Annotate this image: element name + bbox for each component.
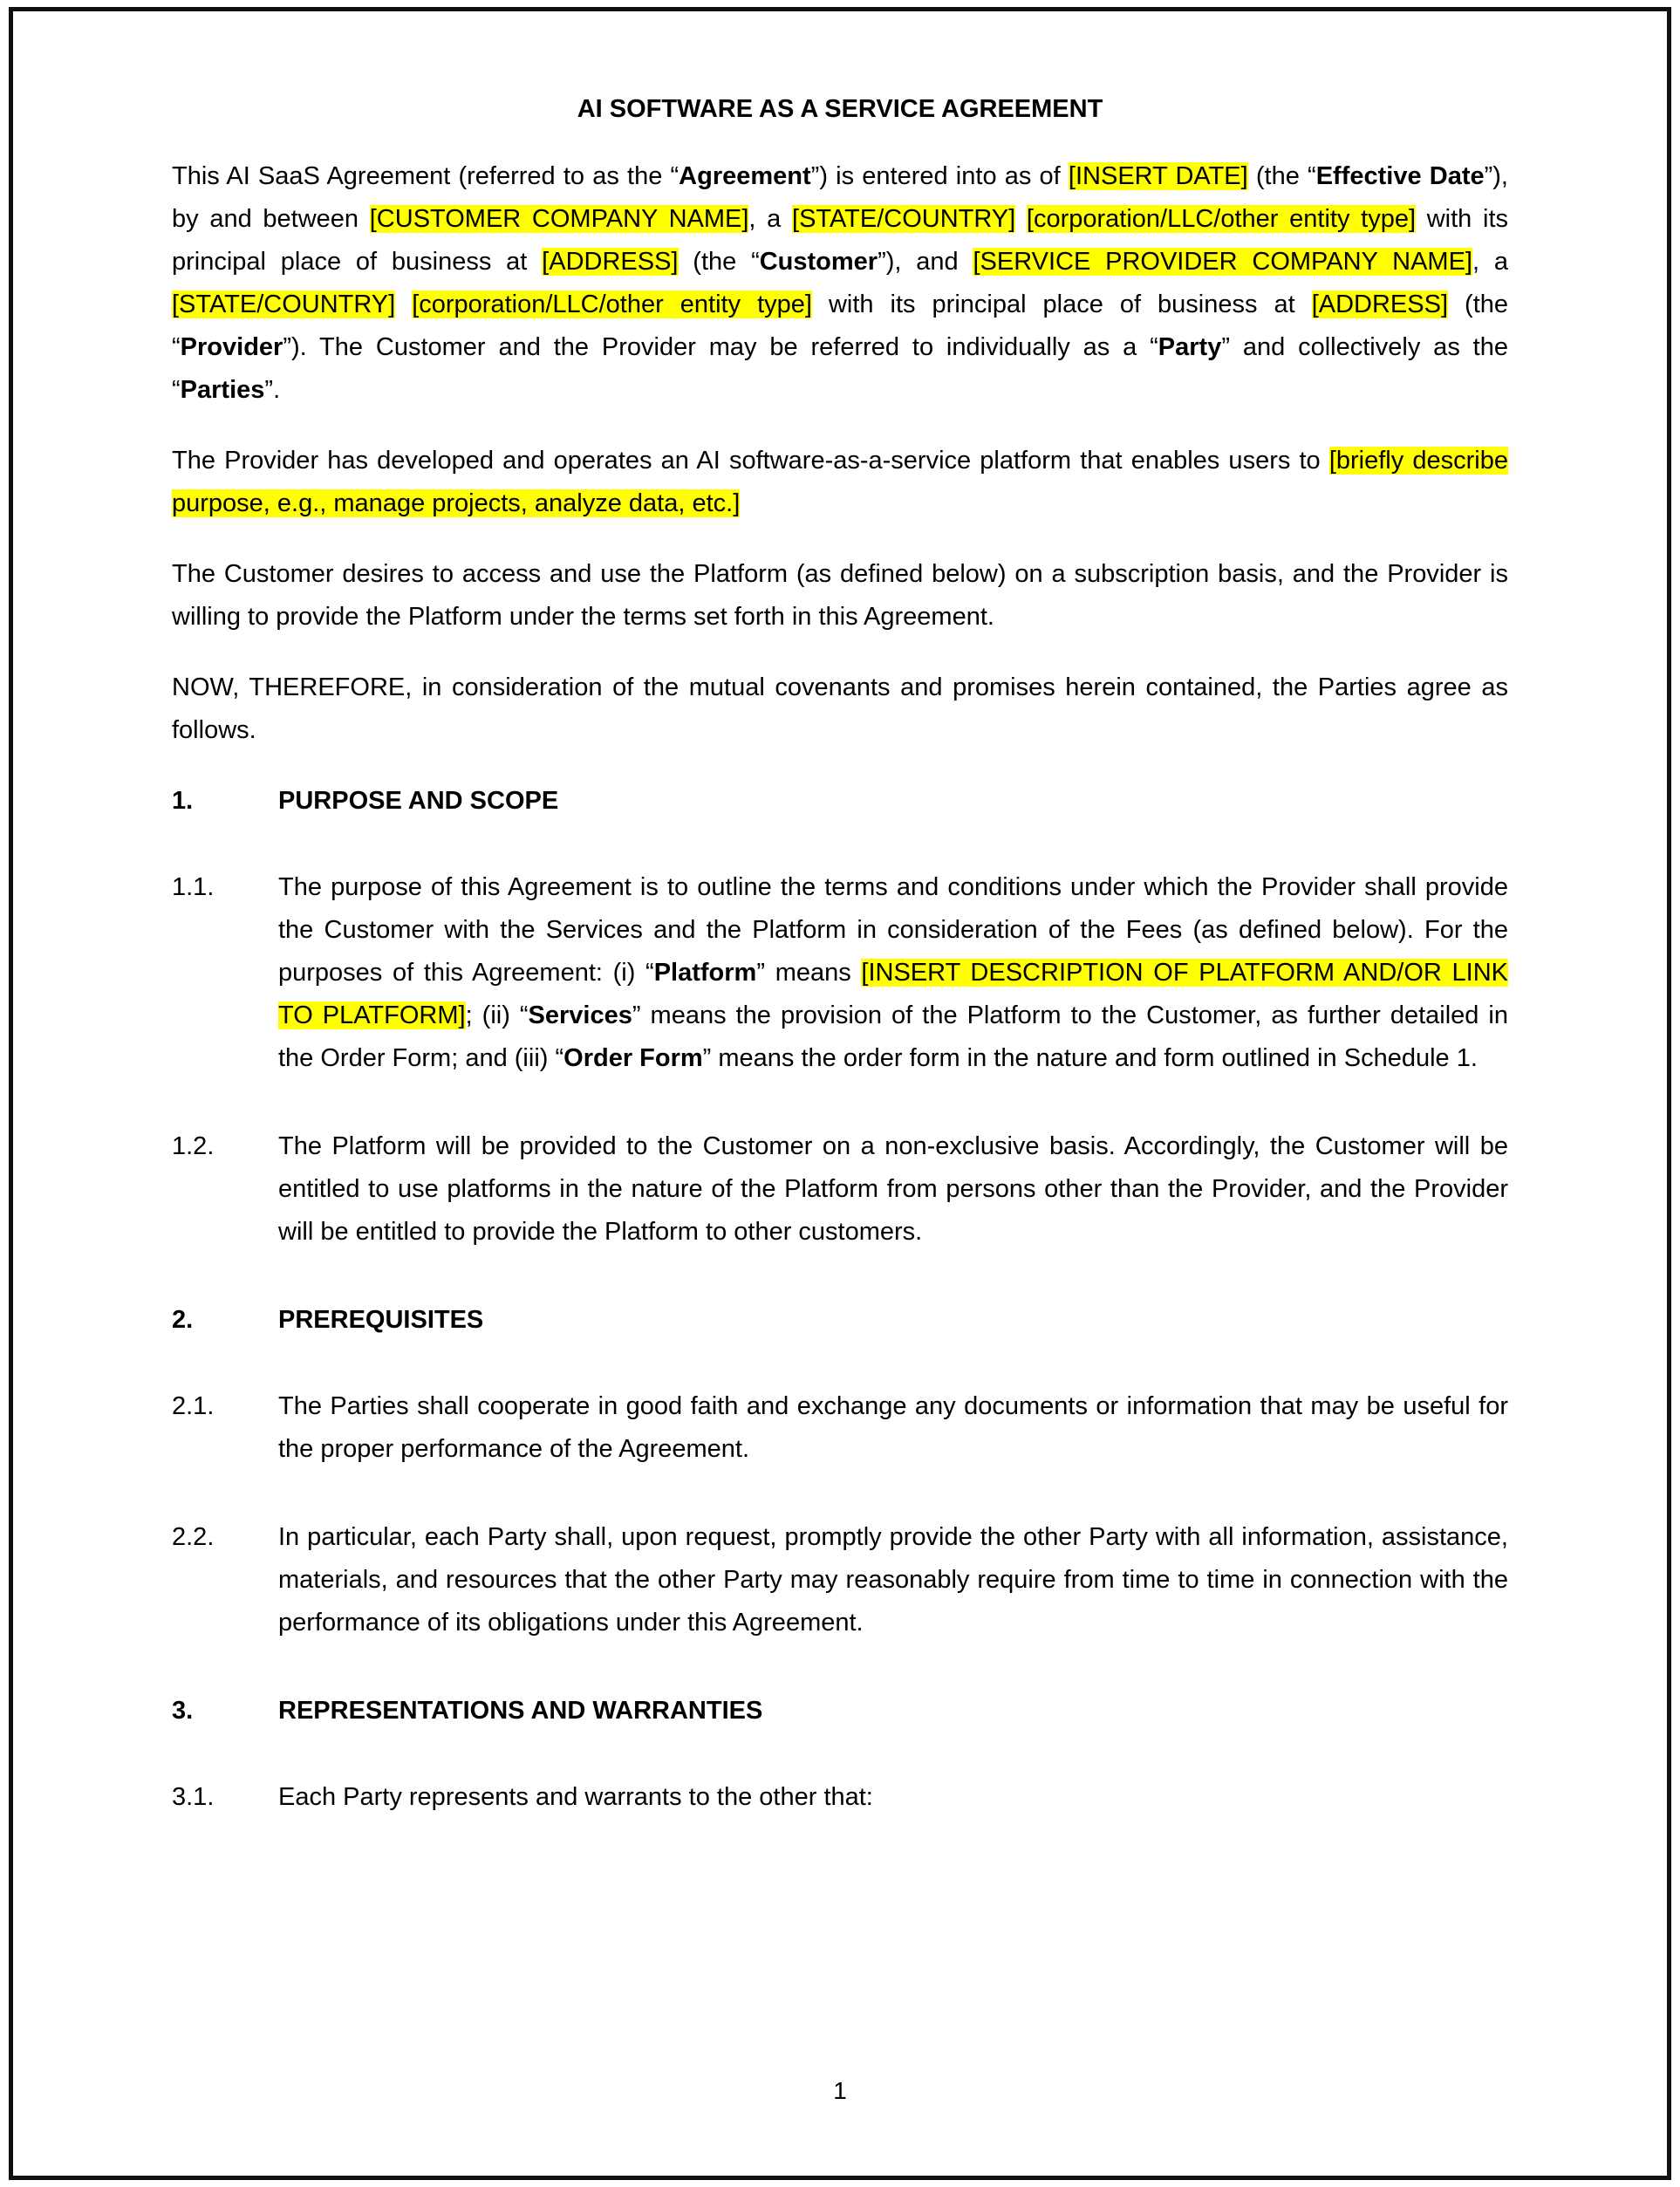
intro-paragraph-2: The Provider has developed and operates an AI software-as-a-service platform that enables users to [briefly describe purpose, e.g., manage projects, analyze data, etc.] (172, 447, 1508, 517)
section-title: REPRESENTATIONS AND WARRANTIES (278, 1697, 763, 1725)
clause-text: In particular, each Party shall, upon request, promptly provide the other Party with all information, assistance, materials, and resources that the other Party may reasonably require from time to time in connection with the performance of its obligations under this Agreement. (278, 1523, 1508, 1637)
section-title: PREREQUISITES (278, 1306, 484, 1334)
clause-2-1 (172, 1385, 1508, 1471)
document-title: AI SOFTWARE AS A SERVICE AGREEMENT (577, 95, 1103, 123)
section-heading-representations-and-warranties (172, 1690, 1508, 1733)
section-heading-prerequisites (172, 1299, 1508, 1342)
clause-number: 1.1. (172, 873, 215, 901)
document-content (13, 11, 1667, 1819)
clause-number: 2.2. (172, 1523, 215, 1551)
clause-number: 2.1. (172, 1392, 215, 1420)
section-heading-purpose-and-scope (172, 780, 1508, 823)
clause-number: 3.1. (172, 1783, 215, 1811)
section-number: 1. (172, 787, 194, 815)
intro-paragraph-1: This AI SaaS Agreement (referred to as the “Agreement”) is entered into as of [INSERT DATE] (the “Effective Date”), by and between [CUSTOMER COMPANY NAME], a [STATE/COUNTRY] [corporation/LLC/other entity type] with its principal place of business at [ADDRESS] (the “Customer”), and [SERVICE PROVIDER COMPANY NAME], a [STATE/COUNTRY] [corporation/LLC/other entity type] with its principal place of business at [ADDRESS] (the “Provider”). The Customer and the Provider may be referred to individually as a “Party” and collectively as the “Parties”. (172, 162, 1509, 404)
clause-text: The purpose of this Agreement is to outline the terms and conditions under which the Provider shall provide the Customer with the Services and the Platform in consideration of the Fees (as defined below). For the purposes of this Agreement: (i) “Platform” means [INSERT DESCRIPTION OF PLATFORM AND/OR LINK TO PLATFORM]; (ii) “Services” means the provision of the Platform to the Customer, as further detailed in the Order Form; and (iii) “Order Form” means the order form in the nature and form outlined in Schedule 1. (278, 873, 1508, 1072)
clause-text: The Parties shall cooperate in good faith and exchange any documents or information that may be useful for the proper performance of the Agreement. (278, 1392, 1508, 1463)
section-number: 2. (172, 1306, 194, 1334)
intro-paragraph-3: The Customer desires to access and use the Platform (as defined below) on a subscription basis, and the Provider is willing to provide the Platform under the terms set forth in this Agreement. (172, 560, 1508, 631)
intro-paragraph-4: NOW, THEREFORE, in consideration of the mutual covenants and promises herein contained, the Parties agree as follows. (172, 673, 1508, 744)
clause-text: The Platform will be provided to the Customer on a non-exclusive basis. Accordingly, the Customer will be entitled to use platforms in the nature of the Platform from persons other than the Provider, and the Provider will be entitled to provide the Platform to other customers. (278, 1132, 1508, 1246)
clause-text: Each Party represents and warrants to the other that: (278, 1783, 873, 1811)
clause-1-1 (172, 866, 1508, 1080)
page-border (9, 7, 1671, 2180)
clause-2-2 (172, 1516, 1508, 1644)
section-title: PURPOSE AND SCOPE (278, 787, 559, 815)
clause-1-2 (172, 1125, 1508, 1254)
clause-number: 1.2. (172, 1132, 215, 1160)
page-number: 1 (833, 2077, 847, 2104)
section-number: 3. (172, 1697, 194, 1725)
clause-3-1 (172, 1776, 1508, 1819)
